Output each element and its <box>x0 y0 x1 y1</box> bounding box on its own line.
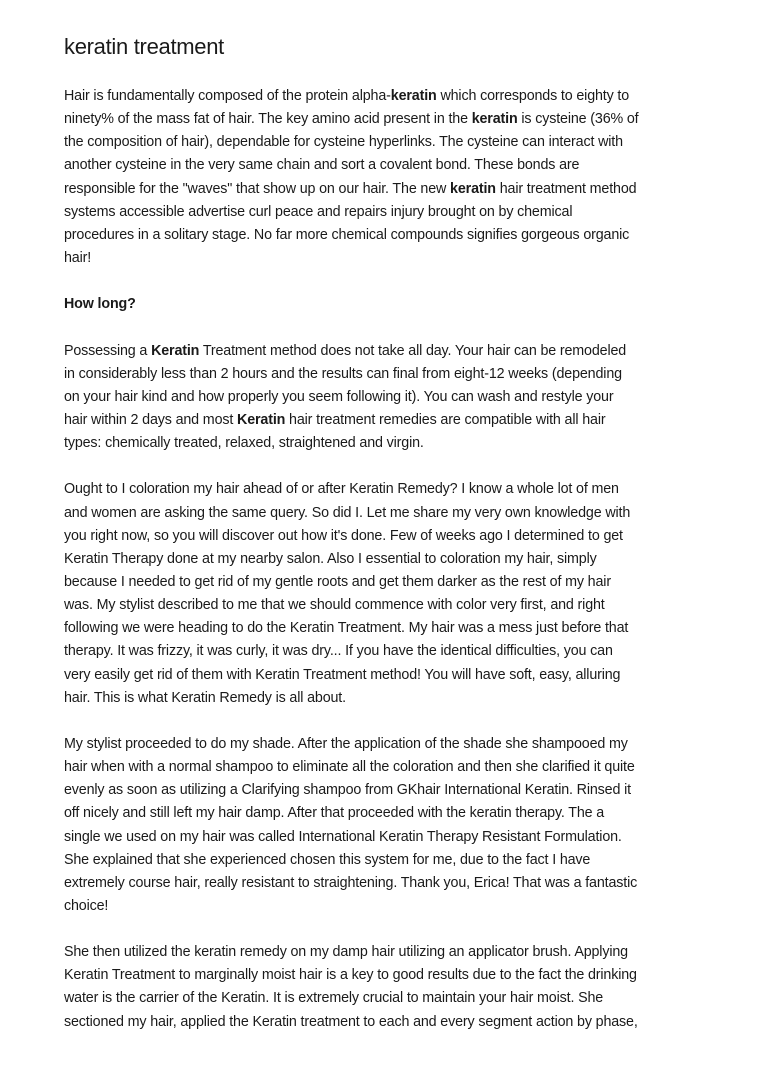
paragraph-spacer <box>64 455 639 478</box>
text-line <box>64 802 639 825</box>
text-run: She explained that she experienced chosen this system for me, due to the fact I have <box>64 851 591 868</box>
text-run: Ought to I coloration my hair ahead of or after Keratin Remedy? I know a whole lot of men <box>64 481 619 498</box>
bold-keyword: Keratin <box>237 411 286 428</box>
text-run: water is the carrier of the Keratin. It is extremely crucial to maintain your hair moist. She <box>64 990 604 1007</box>
text-line <box>64 779 639 802</box>
text-run: on your hair kind and how properly you seem following it). You can wash and restyle your <box>64 388 614 405</box>
text-run: hair treatment method <box>495 180 637 197</box>
text-run: another cysteine in the very same chain and sort a covalent bond. These bonds are <box>64 157 580 174</box>
text-run: single we used on my hair was called International Keratin Therapy Resistant Formulation. <box>64 828 622 845</box>
bold-keyword: How long? <box>64 296 136 313</box>
text-line <box>64 154 639 177</box>
text-line <box>64 363 639 386</box>
text-line <box>64 548 639 571</box>
text-line <box>64 85 639 108</box>
text-line <box>64 1011 639 1034</box>
section-heading <box>64 293 639 316</box>
text-run: the composition of hair), dependable for cysteine hyperlinks. The cysteine can interact with <box>64 134 623 151</box>
text-run: because I needed to get rid of my gentle roots and get them darker as the rest of my hair <box>64 573 611 590</box>
text-run: Possessing a <box>64 342 152 359</box>
bold-keyword: keratin <box>471 111 518 128</box>
text-line <box>64 108 639 131</box>
text-run: ninety% of the mass fat of hair. The key amino acid present in the <box>64 111 472 128</box>
text-line <box>64 432 639 455</box>
text-run: you right now, so you will discover out how it's done. Few of weeks ago I determined to get <box>64 527 623 544</box>
text-run: systems accessible advertise curl peace and repairs injury brought on by chemical <box>64 203 573 220</box>
text-line <box>64 664 639 687</box>
text-line <box>64 293 639 316</box>
paragraph <box>64 85 639 270</box>
text-line <box>64 525 639 548</box>
text-run: Hair is fundamentally composed of the protein alpha- <box>64 88 391 104</box>
paragraph-spacer <box>64 316 639 339</box>
text-run: choice! <box>64 897 109 914</box>
text-line <box>64 131 639 154</box>
text-line <box>64 178 639 201</box>
bold-keyword: Keratin <box>151 342 200 359</box>
text-run: procedures in a solitary stage. No far more chemical compounds signifies gorgeous organic <box>64 226 630 243</box>
text-line <box>64 571 639 594</box>
text-line <box>64 941 639 964</box>
text-run: which corresponds to eighty to <box>436 88 630 104</box>
text-run: hair within 2 days and most <box>64 411 238 428</box>
text-run: She then utilized the keratin remedy on my damp hair utilizing an applicator brush. Applying <box>64 944 628 961</box>
paragraph-spacer <box>64 270 639 293</box>
text-line <box>64 247 639 270</box>
text-run: Treatment method does not take all day. Your hair can be remodeled <box>199 342 627 359</box>
text-line <box>64 502 639 525</box>
paragraph-spacer <box>64 918 639 941</box>
text-run: types: chemically treated, relaxed, straightened and virgin. <box>64 435 424 452</box>
text-run: sectioned my hair, applied the Keratin treatment to each and every segment action by phase, <box>64 1013 638 1030</box>
text-run: evenly as soon as utilizing a Clarifying shampoo from GKhair International Keratin. Rinsed it <box>64 782 631 799</box>
text-line <box>64 409 639 432</box>
bold-keyword: keratin <box>450 180 496 197</box>
text-run: off nicely and still left my hair damp. After that proceeded with the keratin therapy. The a <box>64 805 605 822</box>
text-run: was. My stylist described to me that we should commence with color very first, and right <box>64 597 605 614</box>
text-run: in considerably less than 2 hours and the results can final from eight-12 weeks (depending <box>64 365 622 382</box>
text-run: following we were heading to do the Keratin Treatment. My hair was a mess just before that <box>64 620 629 637</box>
text-run: hair when with a normal shampoo to eliminate all the coloration and then she clarified it quite <box>64 759 635 776</box>
paragraph <box>64 340 639 456</box>
text-line <box>64 826 639 849</box>
text-run: extremely course hair, really resistant to straightening. Thank you, Erica! That was a fantastic <box>64 874 638 891</box>
text-line <box>64 224 639 247</box>
paragraph <box>64 941 639 1034</box>
text-line <box>64 849 639 872</box>
text-line <box>64 340 639 363</box>
document-body <box>64 85 639 1034</box>
text-line <box>64 895 639 918</box>
text-run: very easily get rid of them with Keratin Treatment method! You will have soft, easy, alluring <box>64 666 621 683</box>
text-run: responsible for the "waves" that show up on our hair. The new <box>64 180 451 197</box>
text-run: is cysteine (36% of <box>517 111 639 128</box>
text-line <box>64 386 639 409</box>
paragraph-spacer <box>64 710 639 733</box>
text-line <box>64 687 639 710</box>
text-line <box>64 478 639 501</box>
text-line <box>64 617 639 640</box>
text-run: hair treatment remedies are compatible with all hair <box>285 411 606 428</box>
paragraph <box>64 733 639 918</box>
paragraph <box>64 478 639 709</box>
text-run: and women are asking the same query. So did I. Let me share my very own knowledge with <box>64 504 631 521</box>
text-line <box>64 987 639 1010</box>
text-line <box>64 756 639 779</box>
text-run: hair! <box>64 249 92 266</box>
document-title: keratin treatment <box>64 34 224 59</box>
text-line <box>64 872 639 895</box>
text-run: Keratin Therapy done at my nearby salon. Also I essential to coloration my hair, simply <box>64 550 597 567</box>
text-line <box>64 201 639 224</box>
text-run: Keratin Treatment to marginally moist hair is a key to good results due to the fact the drinking <box>64 967 637 984</box>
text-run: hair. This is what Keratin Remedy is all about. <box>64 689 346 706</box>
text-run: My stylist proceeded to do my shade. After the application of the shade she shampooed my <box>64 735 628 752</box>
text-run: therapy. It was frizzy, it was curly, it was dry... If you have the identical difficulties, you can <box>64 643 613 660</box>
text-line <box>64 964 639 987</box>
text-line <box>64 594 639 617</box>
text-line <box>64 733 639 756</box>
text-line <box>64 640 639 663</box>
bold-keyword: keratin <box>390 88 437 104</box>
